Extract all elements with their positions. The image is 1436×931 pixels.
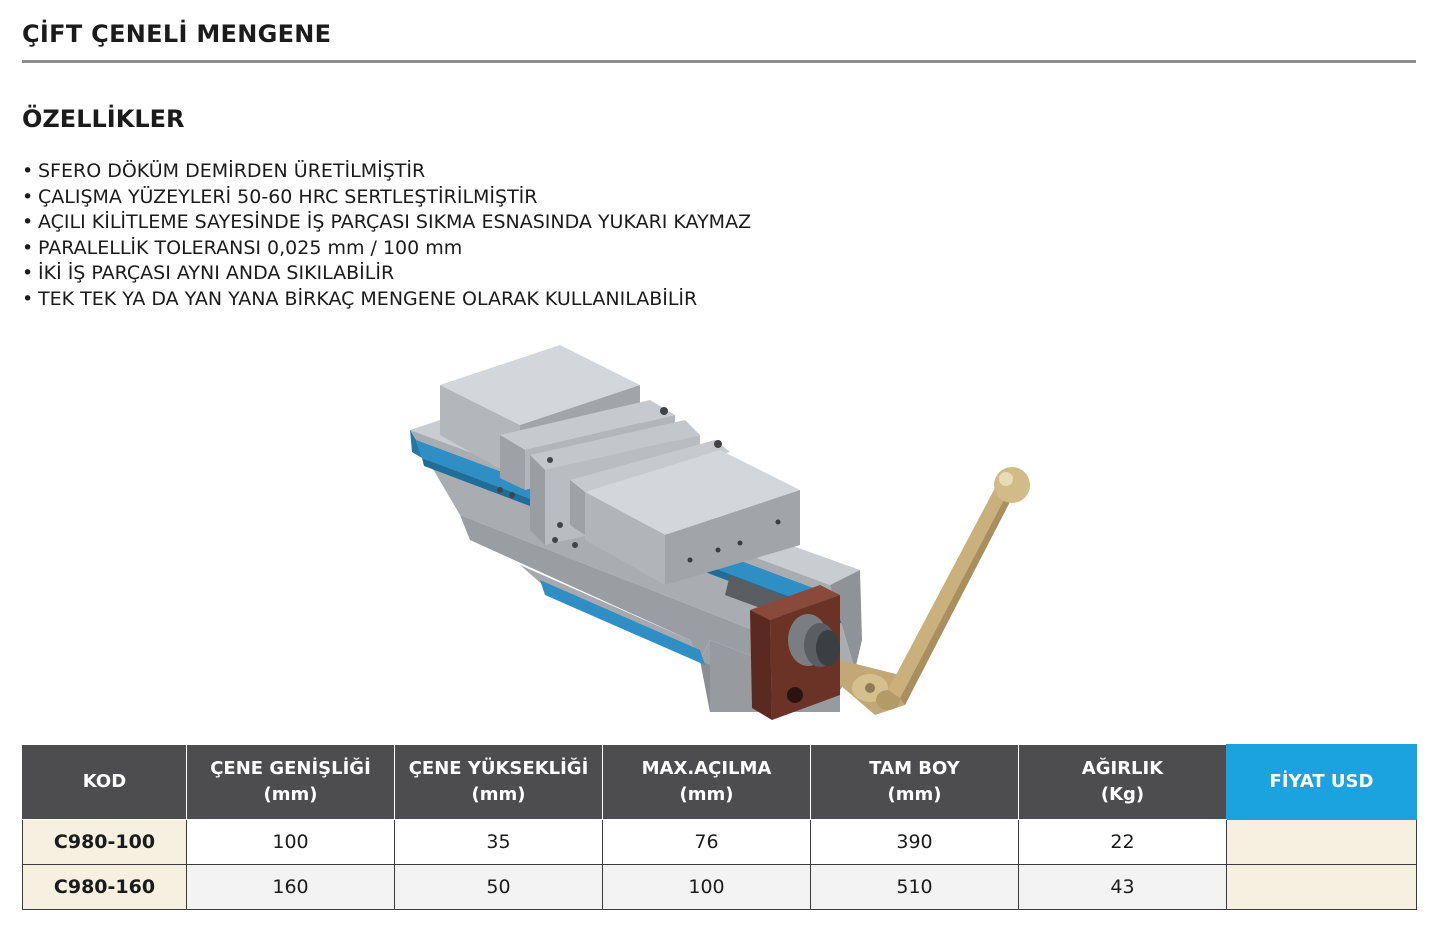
page-title: ÇİFT ÇENELİ MENGENE [22,20,332,48]
feature-item: • TEK TEK YA DA YAN YANA BİRKAÇ MENGENE OLARAK KULLANILABİLİR [22,287,751,313]
header-jaw-height: ÇENE YÜKSEKLİĞİ (mm) [395,745,603,820]
feature-item: • ÇALIŞMA YÜZEYLERİ 50-60 HRC SERTLEŞTİRİLMİŞTİR [22,185,751,211]
double-vise-product-image [400,340,1040,730]
bullet-icon: • [22,211,34,233]
features-list [22,159,751,312]
table-row [23,865,1417,910]
header-max-opening: MAX.AÇILMA (mm) [603,745,811,820]
feature-item: • AÇILI KİLİTLEME SAYESİNDE İŞ PARÇASI SIKMA ESNASINDA YUKARI KAYMAZ [22,210,751,236]
header-jaw-width: ÇENE GENİŞLİĞİ (mm) [187,745,395,820]
bullet-icon: • [22,160,34,182]
cell-total-length: 390 [811,820,1019,865]
feature-item: • SFERO DÖKÜM DEMİRDEN ÜRETİLMİŞTİR [22,159,751,185]
header-price-usd: FİYAT USD [1227,745,1417,820]
cell-jaw-width: 160 [187,865,395,910]
table-row [23,820,1417,865]
table-header-row [23,745,1417,820]
bullet-icon: • [22,262,34,284]
cell-weight: 22 [1019,820,1227,865]
features-title: ÖZELLİKLER [22,105,185,133]
title-divider [22,60,1416,63]
bullet-icon: • [22,185,34,208]
header-total-length: TAM BOY (mm) [811,745,1019,820]
cell-max-opening: 76 [603,820,811,865]
bullet-icon: • [22,236,34,259]
feature-item: • İKİ İŞ PARÇASI AYNI ANDA SIKILABİLİR [22,261,751,287]
cell-max-opening: 100 [603,865,811,910]
cell-code: C980-160 [23,865,187,910]
header-weight: AĞIRLIK (Kg) [1019,745,1227,820]
cell-price [1227,865,1417,910]
cell-jaw-height: 35 [395,820,603,865]
cell-jaw-height: 50 [395,865,603,910]
cell-code: C980-100 [23,820,187,865]
header-code: KOD [23,745,187,820]
cell-price [1227,820,1417,865]
cell-weight: 43 [1019,865,1227,910]
price-spec-table [22,744,1417,910]
feature-item: • PARALELLİK TOLERANSI 0,025 mm / 100 mm [22,236,751,262]
cell-jaw-width: 100 [187,820,395,865]
cell-total-length: 510 [811,865,1019,910]
bullet-icon: • [22,287,34,310]
